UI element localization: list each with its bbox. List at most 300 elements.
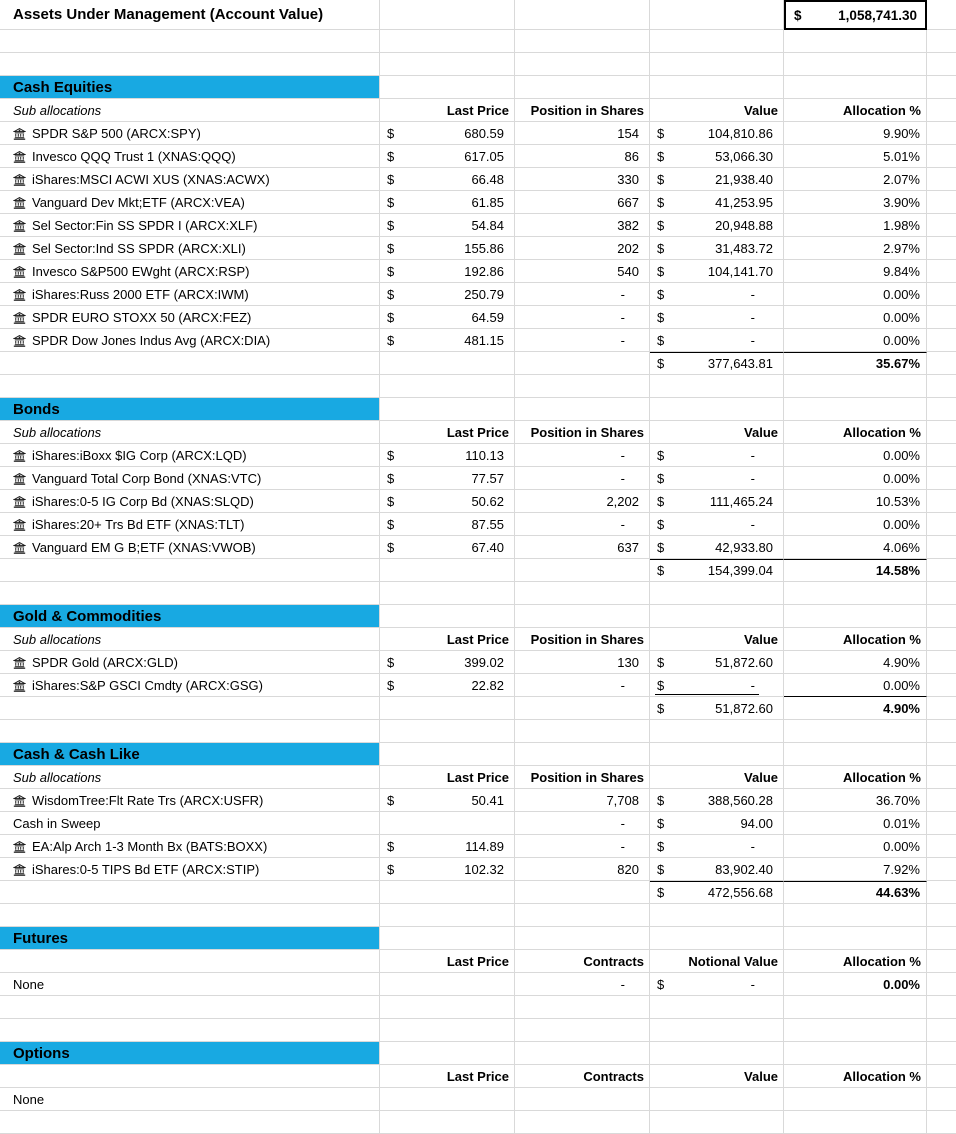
last-price-cell[interactable] [380,835,515,858]
empty-cell[interactable] [927,76,956,99]
empty-cell[interactable] [650,398,784,421]
asset-name-cell[interactable] [0,260,380,283]
last-price-cell[interactable] [380,329,515,352]
empty-cell[interactable] [515,605,650,628]
amount: - [750,516,755,532]
empty-cell[interactable] [927,375,956,398]
empty-cell[interactable] [380,743,515,766]
empty-cell[interactable] [515,996,650,1019]
empty-cell[interactable] [0,720,380,743]
amount: 250.79 [464,286,504,302]
empty-cell[interactable] [784,720,927,743]
empty-cell[interactable] [650,1019,784,1042]
allocation-cell[interactable]: 2.97% [784,237,927,260]
total-allocation-cell[interactable]: 4.90% [784,697,927,720]
currency-symbol: $ [387,470,395,486]
empty-cell[interactable] [0,53,380,76]
empty-cell[interactable] [515,927,650,950]
empty-cell[interactable] [650,927,784,950]
asset-name-cell[interactable] [0,467,380,490]
empty-cell[interactable] [927,1019,956,1042]
empty-cell[interactable] [927,743,956,766]
empty-cell[interactable] [927,927,956,950]
empty-cell[interactable] [380,996,515,1019]
empty-cell[interactable] [650,582,784,605]
allocation-cell[interactable]: 9.84% [784,260,927,283]
shares-cell[interactable]: - [515,467,650,490]
last-price-cell[interactable] [380,513,515,536]
empty-cell[interactable] [380,352,515,375]
asset-name-cell[interactable] [0,651,380,674]
asset-name-cell[interactable] [0,214,380,237]
shares-cell[interactable]: 86 [515,145,650,168]
empty-cell[interactable] [927,421,956,444]
column-header: Position in Shares [515,421,650,444]
allocation-cell[interactable]: 0.00% [784,467,927,490]
value-cell[interactable] [650,306,784,329]
section-header-cash-cash-like[interactable]: Cash & Cash Like [0,743,380,766]
value-cell[interactable] [650,467,784,490]
asset-row [0,191,956,214]
empty-cell[interactable] [927,352,956,375]
value-cell[interactable] [650,329,784,352]
asset-name-cell[interactable] [0,812,380,835]
last-price-cell[interactable] [380,789,515,812]
last-price-cell[interactable] [380,674,515,697]
empty-cell[interactable] [784,30,927,53]
empty-cell[interactable] [380,559,515,582]
empty-cell[interactable] [927,628,956,651]
empty-cell[interactable] [927,30,956,53]
empty-cell[interactable] [380,398,515,421]
empty-cell[interactable] [927,674,956,697]
last-price-cell[interactable] [380,283,515,306]
shares-cell[interactable]: 154 [515,122,650,145]
empty-cell[interactable] [784,398,927,421]
empty-cell[interactable] [0,697,380,720]
shares-cell[interactable]: - [515,812,650,835]
empty-cell[interactable] [927,720,956,743]
empty-cell[interactable] [515,398,650,421]
empty-cell[interactable] [650,996,784,1019]
shares-cell[interactable]: 820 [515,858,650,881]
empty-cell[interactable] [515,1111,650,1134]
allocation-cell[interactable]: 36.70% [784,789,927,812]
empty-cell[interactable] [515,720,650,743]
asset-name-cell[interactable] [0,145,380,168]
empty-cell[interactable] [650,76,784,99]
allocation-cell[interactable]: 10.53% [784,490,927,513]
empty-cell[interactable] [927,306,956,329]
total-value-cell[interactable] [650,881,784,904]
value-cell[interactable] [650,237,784,260]
section-header-cash-equities[interactable]: Cash Equities [0,76,380,99]
total-value-cell[interactable] [650,697,784,720]
last-price-cell[interactable] [380,191,515,214]
column-header: Value [650,421,784,444]
bank-icon [13,472,26,485]
shares-cell[interactable]: - [515,283,650,306]
empty-cell[interactable] [927,168,956,191]
shares-cell[interactable]: - [515,835,650,858]
shares-cell[interactable]: - [515,306,650,329]
empty-cell[interactable] [784,1111,927,1134]
empty-cell[interactable] [380,30,515,53]
empty-cell[interactable] [0,1019,380,1042]
bank-icon [13,173,26,186]
empty-cell[interactable] [515,30,650,53]
empty-cell[interactable] [515,375,650,398]
total-value-cell[interactable] [650,559,784,582]
empty-cell[interactable] [927,467,956,490]
amount: 42,933.80 [715,539,773,555]
empty-cell[interactable] [927,122,956,145]
empty-cell[interactable] [784,76,927,99]
total-allocation-cell[interactable]: 44.63% [784,881,927,904]
empty-cell[interactable] [515,559,650,582]
empty-cell[interactable] [515,743,650,766]
empty-cell[interactable] [927,536,956,559]
allocation-cell[interactable]: 9.90% [784,122,927,145]
asset-name-cell[interactable] [0,306,380,329]
asset-name-cell[interactable] [0,674,380,697]
empty-cell[interactable] [515,53,650,76]
asset-row [0,214,956,237]
shares-cell[interactable] [515,1088,650,1111]
empty-cell[interactable] [927,1111,956,1134]
empty-cell[interactable] [927,996,956,1019]
empty-cell[interactable] [0,904,380,927]
empty-cell[interactable] [927,1065,956,1088]
amount: 83,902.40 [715,861,773,877]
last-price-cell[interactable] [380,260,515,283]
shares-cell[interactable]: - [515,973,650,996]
value-cell[interactable] [650,674,784,697]
empty-cell[interactable] [927,513,956,536]
currency-symbol: $ [657,217,665,233]
empty-cell[interactable] [380,0,515,30]
asset-name-cell[interactable] [0,789,380,812]
shares-cell[interactable]: 130 [515,651,650,674]
empty-cell[interactable] [380,697,515,720]
currency-symbol: $ [387,539,395,555]
asset-name: None [13,976,45,992]
last-price-cell[interactable] [380,973,515,996]
last-price-cell[interactable] [380,536,515,559]
allocation-cell[interactable]: 0.00% [784,674,927,697]
empty-cell[interactable] [784,53,927,76]
value-cell[interactable] [650,191,784,214]
value-cell[interactable] [650,835,784,858]
value-cell[interactable] [650,283,784,306]
empty-cell[interactable] [927,789,956,812]
value-cell[interactable] [650,490,784,513]
last-price-cell[interactable] [380,122,515,145]
empty-cell[interactable] [515,904,650,927]
value-cell[interactable] [650,858,784,881]
value-cell[interactable] [650,260,784,283]
asset-name-cell[interactable] [0,444,380,467]
last-price-cell[interactable] [380,1088,515,1111]
total-allocation-cell[interactable]: 14.58% [784,559,927,582]
empty-cell[interactable] [515,697,650,720]
allocation-cell[interactable]: 3.90% [784,191,927,214]
empty-cell[interactable] [927,559,956,582]
last-price-cell[interactable] [380,651,515,674]
empty-cell[interactable] [927,444,956,467]
asset-name-cell[interactable] [0,168,380,191]
empty-cell[interactable] [650,30,784,53]
amount: 31,483.72 [715,240,773,256]
allocation-cell[interactable]: 5.01% [784,145,927,168]
last-price-cell[interactable] [380,145,515,168]
empty-cell[interactable] [927,1042,956,1065]
value-cell[interactable] [650,513,784,536]
amount: 104,810.86 [707,125,773,141]
allocation-cell[interactable]: 7.92% [784,858,927,881]
empty-cell[interactable] [650,0,784,30]
allocation-cell[interactable]: 4.90% [784,651,927,674]
empty-cell[interactable] [650,1111,784,1134]
allocation-cell[interactable]: 0.00% [784,306,927,329]
empty-cell[interactable] [515,1019,650,1042]
account-value-box[interactable] [784,0,927,30]
spacer-row [0,582,956,605]
shares-cell[interactable]: 7,708 [515,789,650,812]
empty-cell[interactable] [927,973,956,996]
value-cell[interactable] [650,1088,784,1111]
shares-cell[interactable]: 540 [515,260,650,283]
asset-name-cell[interactable] [0,237,380,260]
empty-cell[interactable] [380,375,515,398]
asset-name-cell[interactable] [0,513,380,536]
shares-cell[interactable]: 2,202 [515,490,650,513]
amount: 94.00 [740,815,773,831]
empty-cell[interactable] [515,1042,650,1065]
empty-cell[interactable] [784,904,927,927]
empty-cell[interactable] [927,1088,956,1111]
value-cell[interactable] [650,444,784,467]
empty-cell[interactable] [784,375,927,398]
empty-cell[interactable] [0,996,380,1019]
empty-cell[interactable] [784,743,927,766]
empty-cell[interactable] [927,329,956,352]
empty-cell[interactable] [515,76,650,99]
asset-name-cell[interactable] [0,973,380,996]
value-cell[interactable] [650,122,784,145]
empty-cell[interactable] [927,260,956,283]
asset-name-cell[interactable] [0,835,380,858]
empty-cell[interactable] [927,812,956,835]
column-header: Value [650,766,784,789]
empty-cell[interactable] [515,352,650,375]
allocation-cell[interactable]: 0.00% [784,973,927,996]
empty-cell[interactable] [650,605,784,628]
empty-cell[interactable] [927,651,956,674]
empty-cell[interactable] [784,1042,927,1065]
empty-cell[interactable] [927,283,956,306]
empty-cell[interactable] [927,214,956,237]
empty-cell[interactable] [650,743,784,766]
currency-symbol: $ [657,539,665,555]
asset-name-cell[interactable] [0,1088,380,1111]
bank-icon [13,656,26,669]
empty-cell[interactable] [927,766,956,789]
last-price-cell[interactable] [380,858,515,881]
section-header-gold-commodities[interactable]: Gold & Commodities [0,605,380,628]
last-price-cell[interactable] [380,306,515,329]
empty-cell[interactable] [927,398,956,421]
empty-cell[interactable] [515,881,650,904]
amount: - [750,677,755,693]
asset-row [0,858,956,881]
empty-cell[interactable] [927,881,956,904]
empty-cell[interactable] [650,375,784,398]
shares-cell[interactable]: - [515,329,650,352]
empty-cell[interactable] [380,1019,515,1042]
asset-name-cell[interactable] [0,858,380,881]
value-cell[interactable] [650,651,784,674]
asset-name: iShares:20+ Trs Bd ETF (XNAS:TLT) [32,516,245,532]
value-cell[interactable] [650,812,784,835]
empty-cell[interactable] [927,582,956,605]
empty-cell[interactable] [927,697,956,720]
empty-cell[interactable] [927,858,956,881]
bank-icon [13,288,26,301]
total-row-cash-equities [0,352,956,375]
empty-cell[interactable] [380,605,515,628]
asset-name-cell[interactable] [0,191,380,214]
empty-cell[interactable] [784,927,927,950]
last-price-cell[interactable] [380,168,515,191]
empty-cell[interactable] [927,904,956,927]
sub-allocations-label: Sub allocations [0,99,380,122]
empty-cell[interactable] [380,1111,515,1134]
shares-cell[interactable]: 667 [515,191,650,214]
shares-cell[interactable]: - [515,513,650,536]
empty-cell[interactable] [927,605,956,628]
empty-cell[interactable] [515,582,650,605]
section-header-options[interactable]: Options [0,1042,380,1065]
asset-name-cell[interactable] [0,283,380,306]
shares-cell[interactable]: - [515,444,650,467]
currency-symbol: $ [657,861,665,877]
empty-cell[interactable] [927,191,956,214]
empty-cell[interactable] [784,605,927,628]
allocation-cell[interactable]: 0.00% [784,283,927,306]
allocation-cell[interactable]: 0.01% [784,812,927,835]
asset-name-cell[interactable] [0,490,380,513]
amount: 61.85 [471,194,504,210]
empty-cell[interactable] [927,950,956,973]
shares-cell[interactable]: 202 [515,237,650,260]
allocation-cell[interactable] [784,1088,927,1111]
empty-cell[interactable] [0,30,380,53]
empty-cell[interactable] [650,904,784,927]
value-cell[interactable] [650,214,784,237]
total-allocation-cell[interactable]: 35.67% [784,352,927,375]
allocation-cell[interactable]: 2.07% [784,168,927,191]
empty-cell[interactable] [927,835,956,858]
last-price-cell[interactable] [380,237,515,260]
asset-row [0,490,956,513]
empty-cell[interactable] [380,904,515,927]
empty-cell[interactable] [927,490,956,513]
currency-symbol: $ [657,976,665,992]
shares-cell[interactable]: 382 [515,214,650,237]
empty-cell[interactable] [0,881,380,904]
empty-cell[interactable] [0,582,380,605]
empty-cell[interactable] [784,1019,927,1042]
spacer-row [0,375,956,398]
empty-cell[interactable] [650,720,784,743]
empty-cell[interactable] [380,927,515,950]
empty-cell[interactable] [380,1042,515,1065]
value-cell[interactable] [650,973,784,996]
empty-cell[interactable] [927,53,956,76]
allocation-cell[interactable]: 0.00% [784,329,927,352]
asset-name-cell[interactable] [0,122,380,145]
last-price-cell[interactable] [380,812,515,835]
empty-cell[interactable] [380,720,515,743]
empty-cell[interactable] [380,53,515,76]
sub-allocations-label: Sub allocations [0,421,380,444]
asset-name: SPDR Gold (ARCX:GLD) [32,654,178,670]
empty-cell[interactable] [927,237,956,260]
empty-cell[interactable] [784,996,927,1019]
total-value-cell[interactable] [650,352,784,375]
value-cell[interactable] [650,145,784,168]
last-price-cell[interactable] [380,490,515,513]
value-cell[interactable] [650,168,784,191]
empty-cell[interactable] [0,375,380,398]
asset-name: Cash in Sweep [13,815,101,831]
value-cell[interactable] [650,536,784,559]
asset-name-cell[interactable] [0,329,380,352]
empty-cell[interactable] [650,1042,784,1065]
shares-cell[interactable]: 330 [515,168,650,191]
empty-cell[interactable] [927,99,956,122]
section-header-futures[interactable]: Futures [0,927,380,950]
allocation-cell[interactable]: 1.98% [784,214,927,237]
empty-cell[interactable] [0,352,380,375]
empty-cell[interactable] [380,582,515,605]
empty-cell[interactable] [0,1111,380,1134]
empty-cell[interactable] [650,53,784,76]
empty-cell[interactable] [0,559,380,582]
value-cell[interactable] [650,789,784,812]
allocation-cell[interactable]: 4.06% [784,536,927,559]
empty-cell[interactable] [515,0,650,30]
empty-cell[interactable] [927,145,956,168]
shares-cell[interactable]: 637 [515,536,650,559]
allocation-cell[interactable]: 0.00% [784,835,927,858]
currency-symbol: $ [657,286,665,302]
allocation-cell[interactable]: 0.00% [784,444,927,467]
empty-cell[interactable] [784,582,927,605]
section-header-bonds[interactable]: Bonds [0,398,380,421]
last-price-cell[interactable] [380,444,515,467]
empty-cell[interactable] [380,881,515,904]
empty-cell[interactable] [927,0,956,30]
empty-cell[interactable] [380,76,515,99]
asset-name-cell[interactable] [0,536,380,559]
last-price-cell[interactable] [380,214,515,237]
shares-cell[interactable]: - [515,674,650,697]
amount: 155.86 [464,240,504,256]
allocation-cell[interactable]: 0.00% [784,513,927,536]
last-price-cell[interactable] [380,467,515,490]
